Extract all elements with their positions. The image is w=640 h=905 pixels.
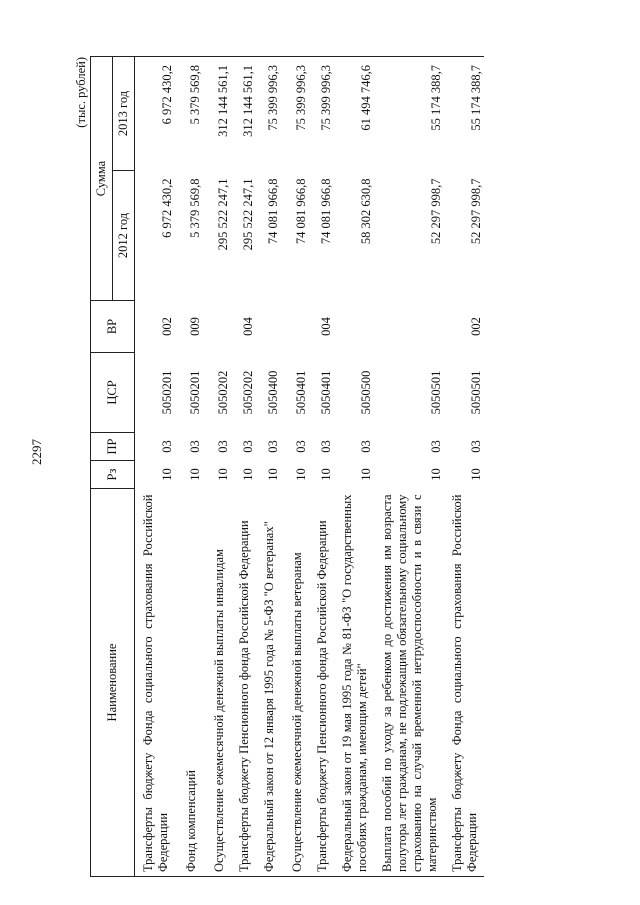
row-value-2013: 75 399 996,3 xyxy=(281,57,309,171)
header-rz: Рз xyxy=(91,461,135,489)
row-value-2012: 6 972 430,2 xyxy=(160,178,174,238)
header-name: Наименование xyxy=(91,489,135,877)
row-value-2012: 74 081 966,8 xyxy=(294,178,308,245)
row-name: Федеральный закон от 19 мая 1995 года № 81-ФЗ "О государственных пособиях гражданам, имеющим детей" xyxy=(334,489,374,877)
units-label: (тыс. рублей) xyxy=(74,57,88,128)
row-vr: 002 xyxy=(160,317,174,336)
row-rz: 10 xyxy=(294,468,308,481)
row-value-2013: 75 399 996,3 xyxy=(256,57,281,171)
row-csr: 5050501 xyxy=(469,370,483,415)
row-name: Трансферты бюджету Фонда социального страхования Российской Федерации xyxy=(135,489,176,877)
header-vr: ВР xyxy=(91,301,135,353)
row-name: Осуществление ежемесячной денежной выплаты инвалидам xyxy=(203,489,231,877)
row-vr xyxy=(374,301,444,353)
row-vr: 004 xyxy=(241,317,255,336)
row-value-2012: 74 081 966,8 xyxy=(319,178,333,245)
row-rz: 10 xyxy=(160,468,174,481)
row-name: Осуществление ежемесячной денежной выплаты ветеранам xyxy=(281,489,309,877)
table-row xyxy=(444,57,484,877)
row-value-2013: 312 144 561,1 xyxy=(231,57,256,171)
row-rz: 10 xyxy=(319,468,333,481)
row-csr: 5050201 xyxy=(188,370,202,415)
row-csr: 5050202 xyxy=(241,370,255,415)
row-value-2013: 75 399 996,3 xyxy=(309,57,334,171)
row-name: Выплата пособий по уходу за ребенком до достижения им возраста полутора лет гражданам, не подлежащим обязательному социальному страхованию на случай временной нетрудоспособности и в связи с материнством xyxy=(374,489,444,877)
table-row xyxy=(256,57,281,877)
row-rz: 10 xyxy=(429,468,443,481)
row-rz: 10 xyxy=(188,468,202,481)
header-year-2012: 2012 год xyxy=(113,171,135,301)
row-pr: 03 xyxy=(241,440,255,453)
table-row xyxy=(281,57,309,877)
row-csr: 5050500 xyxy=(359,370,373,415)
table-row xyxy=(203,57,231,877)
table-row xyxy=(374,57,444,877)
row-rz: 10 xyxy=(359,468,373,481)
row-vr xyxy=(203,301,231,353)
header-pr: ПР xyxy=(91,433,135,461)
row-value-2013: 312 144 561,1 xyxy=(203,57,231,171)
row-value-2012: 52 297 998,7 xyxy=(429,178,443,245)
table-row xyxy=(231,57,256,877)
row-vr: 004 xyxy=(319,317,333,336)
row-csr: 5050202 xyxy=(216,370,230,415)
row-pr: 03 xyxy=(319,440,333,453)
table-row xyxy=(175,57,203,877)
row-name: Федеральный закон от 12 января 1995 года № 5-ФЗ "О ветеранах" xyxy=(256,489,281,877)
row-pr: 03 xyxy=(469,440,483,453)
row-value-2012: 295 522 247,1 xyxy=(216,178,230,251)
table-row xyxy=(135,57,176,877)
row-value-2012: 5 379 569,8 xyxy=(188,178,202,238)
row-name: Трансферты бюджету Фонда социального страхования Российской Федерации xyxy=(444,489,484,877)
row-pr: 03 xyxy=(294,440,308,453)
row-vr xyxy=(334,301,374,353)
row-vr xyxy=(256,301,281,353)
row-name: Трансферты бюджету Пенсионного фонда Российской Федерации xyxy=(309,489,334,877)
row-rz: 10 xyxy=(216,468,230,481)
row-name: Трансферты бюджету Пенсионного фонда Российской Федерации xyxy=(231,489,256,877)
row-value-2013: 5 379 569,8 xyxy=(175,57,203,171)
row-value-2012: 295 522 247,1 xyxy=(241,178,255,251)
table-row xyxy=(309,57,334,877)
row-vr xyxy=(281,301,309,353)
row-pr: 03 xyxy=(188,440,202,453)
row-value-2012: 74 081 966,8 xyxy=(266,178,280,245)
row-vr: 002 xyxy=(469,317,483,336)
row-pr: 03 xyxy=(160,440,174,453)
row-value-2013: 55 174 388,7 xyxy=(444,57,484,171)
row-value-2012: 58 302 630,8 xyxy=(359,178,373,245)
row-rz: 10 xyxy=(241,468,255,481)
header-year-2013: 2013 год xyxy=(113,57,135,171)
row-value-2012: 52 297 998,7 xyxy=(469,178,483,245)
header-csr: ЦСР xyxy=(91,353,135,433)
row-csr: 5050401 xyxy=(319,370,333,415)
row-value-2013: 61 494 746,6 xyxy=(334,57,374,171)
row-pr: 03 xyxy=(216,440,230,453)
row-vr: 009 xyxy=(188,317,202,336)
row-rz: 10 xyxy=(469,468,483,481)
row-csr: 5050501 xyxy=(429,370,443,415)
header-sum: Сумма xyxy=(91,57,113,301)
table-row xyxy=(334,57,374,877)
row-pr: 03 xyxy=(359,440,373,453)
table-header xyxy=(91,57,135,877)
table-body xyxy=(135,57,485,877)
row-csr: 5050201 xyxy=(160,370,174,415)
rotated-table-page xyxy=(74,57,582,877)
page-number: 2297 xyxy=(29,439,44,465)
row-value-2013: 6 972 430,2 xyxy=(135,57,176,171)
row-value-2013: 55 174 388,7 xyxy=(374,57,444,171)
row-pr: 03 xyxy=(266,440,280,453)
row-csr: 5050401 xyxy=(294,370,308,415)
row-name: Фонд компенсаций xyxy=(175,489,203,877)
row-pr: 03 xyxy=(429,440,443,453)
row-csr: 5050400 xyxy=(266,370,280,415)
row-rz: 10 xyxy=(266,468,280,481)
budget-table xyxy=(90,56,484,877)
